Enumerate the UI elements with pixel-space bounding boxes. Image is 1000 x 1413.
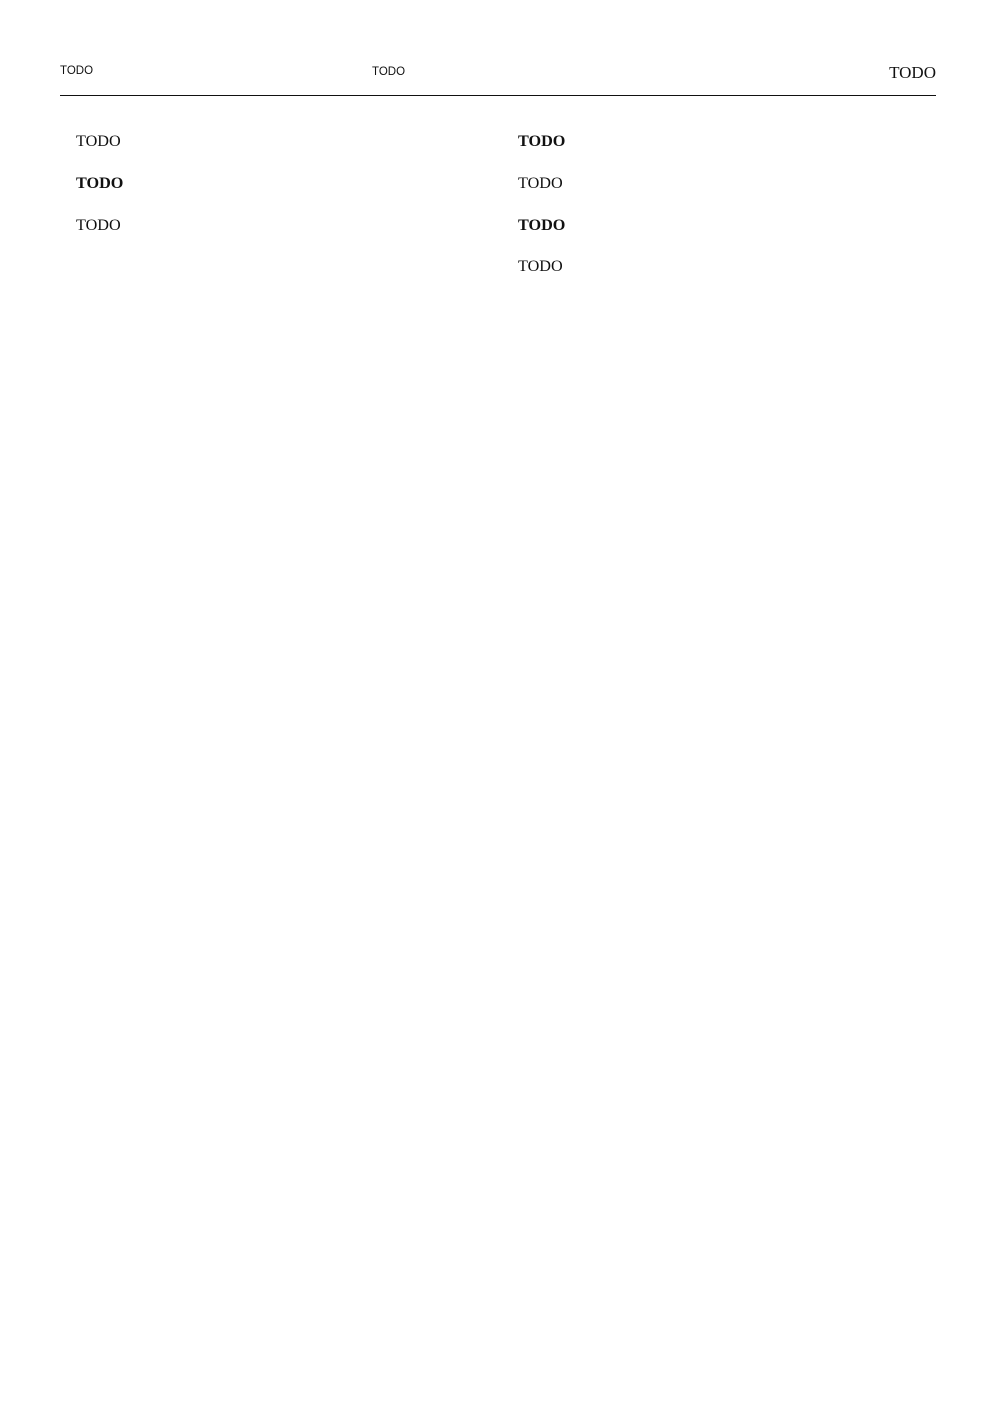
section-4-4-paragraph: TODO	[518, 257, 563, 276]
intro-tail-paragraph: TODO	[76, 132, 121, 150]
section-4-2-heading: TODO	[76, 173, 124, 192]
section-4-3-heading: TODO	[518, 132, 566, 150]
running-title: TODO	[372, 66, 406, 78]
page-header	[60, 62, 936, 96]
left-column	[76, 131, 490, 256]
section-4-4-heading: TODO	[518, 215, 566, 234]
section-4-3-paragraph: TODO	[518, 173, 563, 192]
right-column	[518, 131, 932, 298]
page-number: TODO	[889, 63, 936, 82]
journal-reference: TODO	[60, 65, 94, 77]
section-4-2-paragraph: TODO	[76, 215, 121, 234]
